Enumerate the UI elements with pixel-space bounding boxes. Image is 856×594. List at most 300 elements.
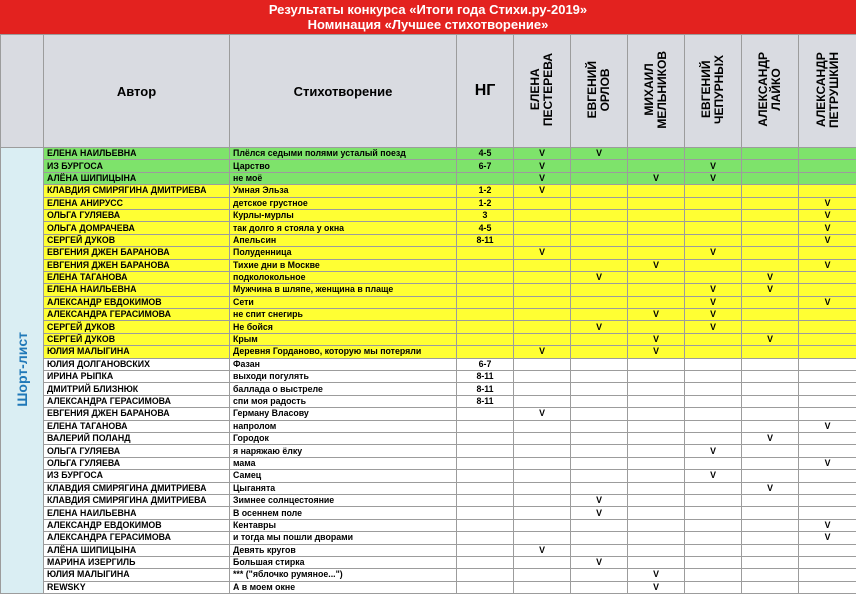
vote-cell [628,519,685,531]
title-banner [0,0,856,34]
vote-cell [628,247,685,259]
vote-cell [628,371,685,383]
table-row [1,247,856,259]
vote-cell: V [571,494,628,506]
vote-cell [742,234,799,246]
ng-cell: 6-7 [457,358,514,370]
vote-cell: V [685,247,742,259]
ng-cell [457,309,514,321]
vote-cell [571,346,628,358]
vote-cell [628,494,685,506]
vote-cell [628,185,685,197]
vote-cell [742,556,799,568]
vote-cell [571,197,628,209]
vote-cell [799,569,856,581]
table-row [1,346,856,358]
vote-cell [742,172,799,184]
vote-cell: V [742,333,799,345]
table-row [1,309,856,321]
vote-cell [742,222,799,234]
ng-cell: 8-11 [457,234,514,246]
vote-cell [685,532,742,544]
title-line-2: Номинация «Лучшее стихотворение» [0,17,856,32]
author-cell: АЛЁНА ШИПИЦЫНА [44,544,230,556]
author-cell: АЛЕКСАНДРА ГЕРАСИМОВА [44,395,230,407]
vote-cell [742,160,799,172]
ng-cell [457,408,514,420]
vote-cell [742,457,799,469]
table-row [1,408,856,420]
author-cell: ВАЛЕРИЙ ПОЛАНД [44,432,230,444]
vote-cell [742,383,799,395]
vote-cell: V [742,271,799,283]
vote-cell [514,432,571,444]
poem-cell: подколокольное [230,271,457,283]
table-row [1,284,856,296]
vote-cell [571,259,628,271]
ng-cell [457,259,514,271]
vote-cell [571,395,628,407]
poem-cell: и тогда мы пошли дворами [230,532,457,544]
author-cell: ЕЛЕНА НАИЛЬЕВНА [44,284,230,296]
author-cell: КЛАВДИЯ СМИРЯГИНА ДМИТРИЕВА [44,494,230,506]
poem-cell: А в моем окне [230,581,457,593]
poem-cell: мама [230,457,457,469]
vote-cell [571,209,628,221]
vote-cell [799,556,856,568]
poem-cell: детское грустное [230,197,457,209]
header-judge-1 [514,35,571,148]
vote-cell [514,457,571,469]
table-row [1,383,856,395]
table-row [1,296,856,308]
author-cell: КЛАВДИЯ СМИРЯГИНА ДМИТРИЕВА [44,185,230,197]
table-row [1,445,856,457]
ng-cell [457,494,514,506]
vote-cell: V [799,532,856,544]
author-cell: REWSKY [44,581,230,593]
poem-cell: Большая стирка [230,556,457,568]
vote-cell [799,494,856,506]
vote-cell [514,519,571,531]
shortlist-side-cell [1,148,44,594]
poem-cell: Тихие дни в Москве [230,259,457,271]
vote-cell [571,160,628,172]
poem-cell: напролом [230,420,457,432]
poem-cell: Герману Власову [230,408,457,420]
vote-cell [514,222,571,234]
vote-cell [685,358,742,370]
vote-cell [571,569,628,581]
table-row [1,333,856,345]
vote-cell [685,494,742,506]
poem-cell: Девять кругов [230,544,457,556]
vote-cell [742,544,799,556]
vote-cell [571,172,628,184]
table-row [1,470,856,482]
author-cell: ЮЛИЯ ДОЛГАНОВСКИХ [44,358,230,370]
vote-cell: V [571,507,628,519]
ng-cell: 8-11 [457,383,514,395]
vote-cell [628,222,685,234]
judge-name: ЕВГЕНИЙ ЧЕПУРНЫХ [700,55,726,124]
poem-cell: я наряжаю ёлку [230,445,457,457]
vote-cell [742,408,799,420]
vote-cell [571,445,628,457]
author-cell: ИРИНА РЫПКА [44,371,230,383]
vote-cell [799,581,856,593]
vote-cell [628,296,685,308]
poem-cell: так долго я стояла у окна [230,222,457,234]
judge-name: МИХАИЛ МЕЛЬНИКОВ [643,51,669,129]
vote-cell [514,296,571,308]
author-cell: ОЛЬГА ГУЛЯЕВА [44,209,230,221]
table-row [1,321,856,333]
vote-cell [571,284,628,296]
vote-cell [628,532,685,544]
vote-cell [685,432,742,444]
table-row [1,185,856,197]
ng-cell: 3 [457,209,514,221]
vote-cell [799,333,856,345]
vote-cell [742,494,799,506]
vote-cell [685,148,742,160]
author-cell: АЛЕКСАНДР ЕВДОКИМОВ [44,296,230,308]
vote-cell [742,247,799,259]
vote-cell [685,544,742,556]
vote-cell: V [514,544,571,556]
vote-cell [685,197,742,209]
vote-cell [799,358,856,370]
author-cell: СЕРГЕЙ ДУКОВ [44,321,230,333]
vote-cell: V [514,346,571,358]
vote-cell [742,445,799,457]
vote-cell [628,408,685,420]
vote-cell: V [799,234,856,246]
vote-cell [514,333,571,345]
vote-cell: V [685,321,742,333]
ng-cell [457,333,514,345]
author-cell: ЕВГЕНИЯ ДЖЕН БАРАНОВА [44,247,230,259]
vote-cell: V [628,333,685,345]
vote-cell [742,358,799,370]
author-cell: СЕРГЕЙ ДУКОВ [44,234,230,246]
vote-cell [514,494,571,506]
vote-cell [514,234,571,246]
vote-cell [628,420,685,432]
table-row [1,457,856,469]
ng-cell [457,247,514,259]
poem-cell: Апельсин [230,234,457,246]
vote-cell: V [799,222,856,234]
ng-cell [457,296,514,308]
vote-cell [685,569,742,581]
vote-cell [685,556,742,568]
vote-cell: V [799,259,856,271]
vote-cell [799,148,856,160]
vote-cell [628,482,685,494]
vote-cell [685,185,742,197]
results-table [0,34,856,594]
author-cell: ЕВГЕНИЯ ДЖЕН БАРАНОВА [44,408,230,420]
vote-cell [628,358,685,370]
vote-cell [571,234,628,246]
vote-cell [742,569,799,581]
vote-cell [514,556,571,568]
vote-cell [514,395,571,407]
vote-cell [799,507,856,519]
table-row [1,420,856,432]
vote-cell [571,296,628,308]
results-body [1,148,856,594]
header-judge-5 [742,35,799,148]
vote-cell [514,420,571,432]
author-cell: ОЛЬГА ДОМРАЧЕВА [44,222,230,234]
poem-cell: Полуденница [230,247,457,259]
poem-cell: выходи погулять [230,371,457,383]
vote-cell [742,507,799,519]
ng-cell [457,346,514,358]
vote-cell [571,358,628,370]
vote-cell: V [685,445,742,457]
vote-cell: V [571,148,628,160]
vote-cell [514,309,571,321]
vote-cell [685,271,742,283]
vote-cell [628,160,685,172]
table-row [1,271,856,283]
vote-cell: V [685,296,742,308]
vote-cell [742,321,799,333]
ng-cell [457,457,514,469]
poem-cell: Плёлся седыми полями усталый поезд [230,148,457,160]
vote-cell [742,581,799,593]
vote-cell [628,556,685,568]
author-cell: ЕЛЕНА НАИЛЬЕВНА [44,148,230,160]
vote-cell [799,309,856,321]
vote-cell [514,581,571,593]
vote-cell [685,371,742,383]
vote-cell [571,482,628,494]
poem-cell: не спит снегирь [230,309,457,321]
vote-cell [514,507,571,519]
vote-cell [628,432,685,444]
vote-cell: V [799,519,856,531]
table-row [1,507,856,519]
vote-cell: V [742,284,799,296]
vote-cell: V [571,556,628,568]
vote-cell [685,259,742,271]
title-line-1: Результаты конкурса «Итоги года Стихи.ру-2019» [0,2,856,17]
vote-cell [685,507,742,519]
poem-cell: Городок [230,432,457,444]
vote-cell [571,309,628,321]
table-row [1,371,856,383]
vote-cell [685,333,742,345]
vote-cell [514,197,571,209]
vote-cell [799,395,856,407]
table-row [1,358,856,370]
vote-cell [628,234,685,246]
vote-cell: V [628,309,685,321]
table-row [1,494,856,506]
header-judge-2 [571,35,628,148]
vote-cell: V [628,569,685,581]
vote-cell [571,383,628,395]
vote-cell [628,321,685,333]
vote-cell [799,544,856,556]
poem-cell: Курлы-мурлы [230,209,457,221]
vote-cell: V [514,160,571,172]
author-cell: ЕЛЕНА ТАГАНОВА [44,420,230,432]
vote-cell: V [628,172,685,184]
author-cell: ИЗ БУРГОСА [44,160,230,172]
vote-cell [799,383,856,395]
vote-cell [685,420,742,432]
vote-cell [799,346,856,358]
vote-cell [628,445,685,457]
vote-cell [514,371,571,383]
vote-cell [685,519,742,531]
vote-cell [742,519,799,531]
vote-cell: V [628,581,685,593]
vote-cell: V [799,209,856,221]
poem-cell: Самец [230,470,457,482]
vote-cell: V [514,408,571,420]
ng-cell [457,581,514,593]
header-ng: НГ [457,35,514,148]
vote-cell [799,284,856,296]
table-row [1,222,856,234]
vote-cell [514,445,571,457]
vote-cell [514,259,571,271]
vote-cell [685,408,742,420]
table-row [1,234,856,246]
vote-cell [685,209,742,221]
vote-cell [571,581,628,593]
vote-cell [742,148,799,160]
ng-cell [457,569,514,581]
vote-cell [742,296,799,308]
poem-cell: не моё [230,172,457,184]
table-row [1,259,856,271]
vote-cell [571,470,628,482]
poem-cell: *** ("яблочко румяное...") [230,569,457,581]
poem-cell: Деревня Горданово, которую мы потеряли [230,346,457,358]
vote-cell [685,234,742,246]
ng-cell [457,482,514,494]
vote-cell [742,209,799,221]
ng-cell [457,420,514,432]
vote-cell: V [742,432,799,444]
table-row [1,569,856,581]
vote-cell [628,197,685,209]
author-cell: ОЛЬГА ГУЛЯЕВА [44,445,230,457]
vote-cell: V [628,346,685,358]
table-row [1,519,856,531]
vote-cell [514,532,571,544]
vote-cell [628,383,685,395]
vote-cell: V [514,148,571,160]
ng-cell [457,271,514,283]
vote-cell: V [685,172,742,184]
header-judge-3 [628,35,685,148]
poem-cell: В осеннем поле [230,507,457,519]
vote-cell [799,247,856,259]
table-row [1,172,856,184]
ng-cell: 4-5 [457,222,514,234]
ng-cell [457,172,514,184]
ng-cell [457,507,514,519]
ng-cell [457,556,514,568]
vote-cell [571,519,628,531]
vote-cell [685,395,742,407]
vote-cell [742,309,799,321]
vote-cell: V [685,284,742,296]
header-judge-4 [685,35,742,148]
author-cell: ЮЛИЯ МАЛЫГИНА [44,346,230,358]
vote-cell: V [742,482,799,494]
header-author: Автор [44,35,230,148]
ng-cell [457,321,514,333]
poem-cell: Сети [230,296,457,308]
vote-cell: V [799,197,856,209]
ng-cell [457,284,514,296]
poem-cell: Мужчина в шляпе, женщина в плаще [230,284,457,296]
author-cell: ОЛЬГА ГУЛЯЕВА [44,457,230,469]
author-cell: ИЗ БУРГОСА [44,470,230,482]
author-cell: ЮЛИЯ МАЛЫГИНА [44,569,230,581]
header-judge-6 [799,35,856,148]
author-cell: ЕЛЕНА НАИЛЬЕВНА [44,507,230,519]
vote-cell [685,457,742,469]
vote-cell [514,271,571,283]
vote-cell [571,333,628,345]
vote-cell [514,358,571,370]
vote-cell [571,420,628,432]
vote-cell [628,507,685,519]
vote-cell: V [799,420,856,432]
vote-cell [685,482,742,494]
vote-cell [514,482,571,494]
vote-cell: V [571,321,628,333]
vote-cell [514,209,571,221]
ng-cell [457,432,514,444]
vote-cell [742,532,799,544]
header-poem: Стихотворение [230,35,457,148]
vote-cell [628,544,685,556]
judge-name: АЛЕКСАНДР ЛАЙКО [757,52,783,127]
vote-cell [799,445,856,457]
table-row [1,209,856,221]
ng-cell: 1-2 [457,185,514,197]
judge-name: АЛЕКСАНДР ПЕТРУШКИН [815,52,841,128]
vote-cell: V [799,296,856,308]
ng-cell [457,519,514,531]
vote-cell [571,371,628,383]
table-row [1,160,856,172]
table-row [1,556,856,568]
vote-cell: V [514,185,571,197]
ng-cell [457,445,514,457]
vote-cell [742,259,799,271]
poem-cell: Кентавры [230,519,457,531]
vote-cell [742,346,799,358]
poem-cell: Фазан [230,358,457,370]
vote-cell [571,432,628,444]
vote-cell [571,247,628,259]
vote-cell [514,383,571,395]
vote-cell [742,185,799,197]
